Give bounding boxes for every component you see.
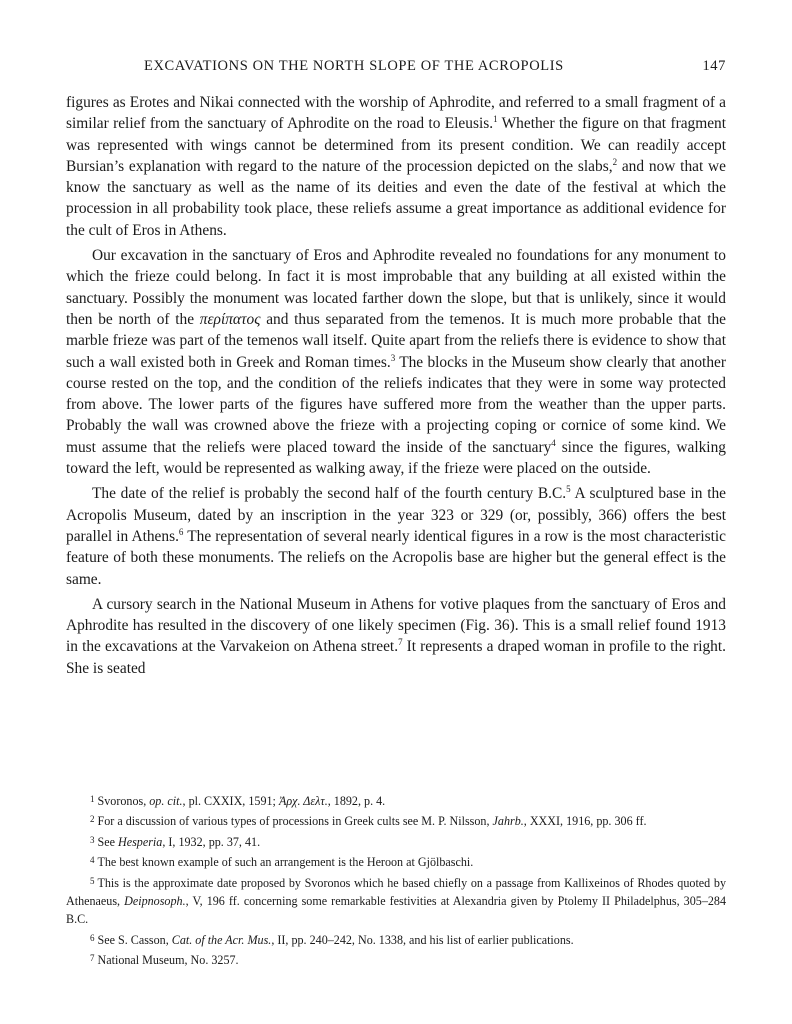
footnote-7 xyxy=(66,949,726,969)
footnote-number: 1 xyxy=(90,794,95,804)
footnote-2 xyxy=(66,810,726,830)
italic-run: op. cit. xyxy=(149,794,183,808)
footnote-ref: 6 xyxy=(178,526,184,537)
footnote-5 xyxy=(66,872,726,929)
text-run: National Museum, No. 3257. xyxy=(97,953,239,968)
text-run: Whether the figure on that fragment was represented with wings cannot be determined from its present condition. We can readily accept Bursian’s explanation with regard to the nature of the procession depicted on the slabs, xyxy=(66,115,726,175)
italic-run: Jahrb. xyxy=(492,814,524,829)
footnote-1 xyxy=(66,790,726,810)
text-run: A cursory search in the National Museum in Athens for votive plaques from the sanctuary of Eros and Aphrodite has resulted in the discovery of one likely specimen (Fig. 36). This is a small relief found 1913 in the excavations at the Varvakeion on Athena street. xyxy=(66,595,726,656)
text-run: and now that we know the sanctuary as well as the name of its deities and even the date of the festival at which the procession in all probability took place, these reliefs assume a great importance as additional evidence for the cult of Eros in Athens. xyxy=(66,157,726,239)
text-run: The blocks in the Museum show clearly that another course rested on the top, and the condition of the reliefs indicates that they were in some way protected from above. The lower parts of the figures have suffered more from the weather than the upper parts. Probably the wall was crowned above the frieze with a projecting coping or cornice of some kind. We must assume that the reliefs were placed toward the inside of the sanctuary xyxy=(66,353,726,456)
greek-word: περίπατος xyxy=(199,310,261,328)
paragraph-4 xyxy=(66,594,726,679)
paragraph-1 xyxy=(66,92,726,241)
italic-run: Ἀρχ. Δελτ. xyxy=(278,794,328,808)
text-run: since the figures, walking toward the left, would be represented as walking away, if the frieze were placed on the outside. xyxy=(66,438,726,478)
text-run: figures as Erotes and Nikai connected with the worship of Aphrodite, and referred to a small fragment of a similar relief from the sanctuary of Aphrodite on the road to Eleusis. xyxy=(66,94,726,133)
text-run: This is the approximate date proposed by Svoronos which he based chiefly on a passage from Kallixeinos of Rhodes quoted by Athenaeus, xyxy=(66,875,726,909)
text-run: and thus separated from the temenos. It is much more probable that the marble frieze was part of the temenos wall itself. Quite apart from the reliefs there is evidence to show that such a wall existed both in Greek and Roman times. xyxy=(66,310,726,371)
text-run: See xyxy=(97,834,118,849)
text-run: The best known example of such an arrangement is the Heroon at Gjölbaschi. xyxy=(97,855,474,870)
text-run: , 1892, p. 4. xyxy=(327,794,386,808)
text-run: , V, 196 ff. concerning some remarkable festivities at Alexandria given by Ptolemy II Philadelphus, 305–284 B.C. xyxy=(66,894,727,927)
italic-run: Cat. of the Acr. Mus. xyxy=(171,932,272,947)
body-text xyxy=(66,92,726,683)
italic-run: Deipnosoph. xyxy=(124,894,186,909)
footnote-ref: 1 xyxy=(493,114,498,125)
footnote-number: 2 xyxy=(90,814,95,825)
text-run: , pl. CXXIX, 1591; xyxy=(182,794,279,808)
footnote-ref: 7 xyxy=(398,637,403,648)
page-number: 147 xyxy=(702,58,726,74)
footnote-ref: 2 xyxy=(612,156,618,167)
running-title: EXCAVATIONS ON THE NORTH SLOPE OF THE ACROPOLIS xyxy=(144,58,564,74)
text-run: , XXXI, 1916, pp. 306 ff. xyxy=(523,814,647,829)
text-run: It represents a draped woman in profile to the right. She is seated xyxy=(66,638,727,677)
italic-run: Hesperia xyxy=(118,834,163,849)
footnote-ref: 3 xyxy=(390,352,396,363)
footnote-ref: 5 xyxy=(566,484,571,495)
running-head xyxy=(66,58,726,75)
footnote-4 xyxy=(66,851,726,871)
footnote-number: 4 xyxy=(90,855,95,866)
text-run: Svoronos, xyxy=(97,794,150,808)
footnotes xyxy=(66,790,726,970)
footnote-number: 5 xyxy=(90,875,95,886)
footnote-number: 6 xyxy=(90,932,95,943)
text-run: Our excavation in the sanctuary of Eros and Aphrodite revealed no foundations for any monument to which the frieze could belong. In fact it is most improbable that any building at all existed within the sanctuary. Possibly the monument was located farther down the slope, but that is unlikely, since it would then be north of the xyxy=(66,247,726,328)
text-run: See S. Casson, xyxy=(97,932,172,947)
text-run: , II, pp. 240–242, No. 1338, and his list of earlier publications. xyxy=(271,932,574,947)
paragraph-2 xyxy=(66,245,726,479)
footnote-number: 3 xyxy=(90,834,95,845)
footnote-3 xyxy=(66,831,726,851)
text-run: The representation of several nearly identical figures in a row is the most characteristic feature of both these monuments. The reliefs on the Acropolis base are higher but the general effect is the same. xyxy=(66,527,726,588)
footnote-ref: 4 xyxy=(551,437,556,448)
footnote-number: 7 xyxy=(90,953,95,964)
text-run: A sculptured base in the Acropolis Museum, dated by an inscription in the year 323 or 329 (or, possibly, 366) offers the best parallel in Athens. xyxy=(66,485,726,545)
text-run: For a discussion of various types of processions in Greek cults see M. P. Nilsson, xyxy=(97,814,493,829)
text-run: The date of the relief is probably the second half of the fourth century B.C. xyxy=(92,485,567,503)
paragraph-3 xyxy=(66,483,726,589)
text-run: , I, 1932, pp. 37, 41. xyxy=(162,834,261,849)
footnote-6 xyxy=(66,929,726,949)
